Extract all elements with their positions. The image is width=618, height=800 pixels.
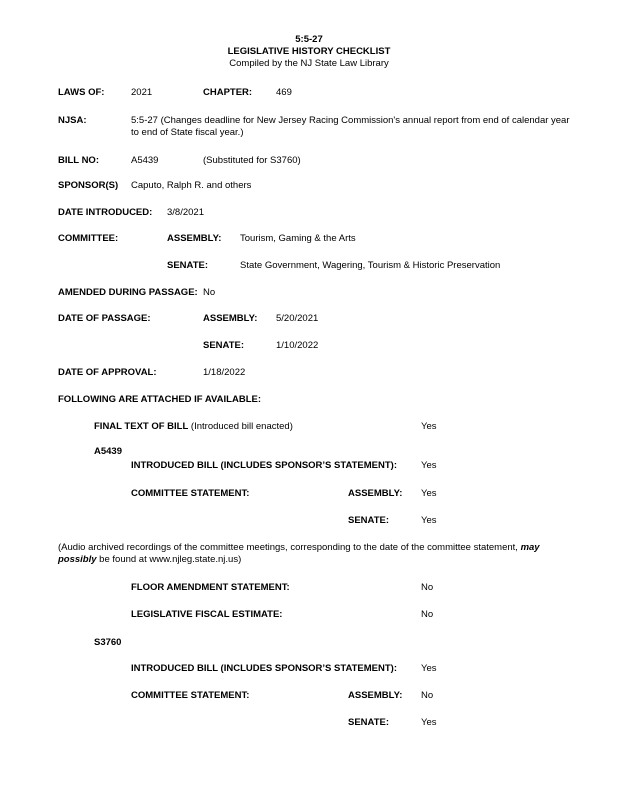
s3760-senate-value: Yes (421, 717, 437, 728)
passage-senate-label: SENATE: (203, 340, 244, 351)
njsa-label: NJSA: (58, 115, 87, 126)
s3760-introduced-value: Yes (421, 663, 437, 674)
a5439-senate-label: SENATE: (348, 515, 389, 526)
amended-value: No (203, 287, 216, 298)
fiscal-estimate-value: No (421, 609, 434, 620)
sponsors-value: Caputo, Ralph R. and others (131, 180, 252, 191)
passage-assembly-label: ASSEMBLY: (203, 313, 258, 324)
a5439-introduced-label: INTRODUCED BILL (INCLUDES SPONSOR’S STATEMENT): (131, 460, 397, 471)
date-of-approval-value: 1/18/2022 (203, 367, 246, 378)
final-text-row (94, 421, 293, 433)
audio-note-part2: be found at www.njleg.state.nj.us) (96, 554, 242, 565)
committee-senate-value: State Government, Wagering, Tourism & Historic Preservation (240, 260, 501, 271)
a5439-committee-label: COMMITTEE STATEMENT: (131, 488, 250, 499)
chapter-label: CHAPTER: (203, 87, 253, 98)
final-text-label: FINAL TEXT OF BILL (94, 421, 189, 432)
s3760-committee-label: COMMITTEE STATEMENT: (131, 690, 250, 701)
audio-note-possibly: possibly (58, 554, 97, 565)
document-title: LEGISLATIVE HISTORY CHECKLIST (227, 46, 391, 57)
bill-substituted: (Substituted for S3760) (203, 155, 301, 166)
a5439-assembly-label: ASSEMBLY: (348, 488, 403, 499)
floor-amendment-value: No (421, 582, 434, 593)
s3760-heading: S3760 (94, 637, 122, 648)
s3760-assembly-label: ASSEMBLY: (348, 690, 403, 701)
committee-assembly-value: Tourism, Gaming & the Arts (240, 233, 356, 244)
laws-of-value: 2021 (131, 87, 153, 98)
passage-senate-value: 1/10/2022 (276, 340, 319, 351)
sponsors-label: SPONSOR(S) (58, 180, 119, 191)
s3760-introduced-label: INTRODUCED BILL (INCLUDES SPONSOR’S STATEMENT): (131, 663, 397, 674)
committee-senate-label: SENATE: (167, 260, 208, 271)
amended-label: AMENDED DURING PASSAGE: (58, 287, 198, 298)
a5439-senate-value: Yes (421, 515, 437, 526)
a5439-introduced-value: Yes (421, 460, 437, 471)
attached-heading: FOLLOWING ARE ATTACHED IF AVAILABLE: (58, 394, 261, 405)
date-introduced-value: 3/8/2021 (167, 207, 204, 218)
committee-assembly-label: ASSEMBLY: (167, 233, 222, 244)
chapter-value: 469 (276, 87, 292, 98)
citation: 5:5-27 (295, 34, 323, 45)
bill-no-value: A5439 (131, 155, 159, 166)
date-of-approval-label: DATE OF APPROVAL: (58, 367, 157, 378)
laws-of-label: LAWS OF: (58, 87, 105, 98)
s3760-assembly-value: No (421, 690, 434, 701)
bill-no-label: BILL NO: (58, 155, 99, 166)
a5439-heading: A5439 (94, 446, 122, 457)
s3760-senate-label: SENATE: (348, 717, 389, 728)
floor-amendment-label: FLOOR AMENDMENT STATEMENT: (131, 582, 290, 593)
committee-label: COMMITTEE: (58, 233, 119, 244)
audio-note-may: may (520, 542, 540, 553)
audio-note (58, 542, 590, 566)
njsa-description-line2: to end of State fiscal year.) (131, 127, 244, 138)
final-text-value: Yes (421, 421, 437, 432)
audio-note-part1: (Audio archived recordings of the committee meetings, corresponding to the date of the committee statement, (58, 542, 521, 553)
njsa-description-line1: 5:5-27 (Changes deadline for New Jersey Racing Commission's annual report from end of calendar year (131, 115, 570, 126)
final-text-note: (Introduced bill enacted) (188, 421, 293, 432)
a5439-assembly-value: Yes (421, 488, 437, 499)
fiscal-estimate-label: LEGISLATIVE FISCAL ESTIMATE: (131, 609, 283, 620)
compiled-by: Compiled by the NJ State Law Library (229, 58, 389, 69)
date-introduced-label: DATE INTRODUCED: (58, 207, 153, 218)
date-of-passage-label: DATE OF PASSAGE: (58, 313, 151, 324)
passage-assembly-value: 5/20/2021 (276, 313, 319, 324)
